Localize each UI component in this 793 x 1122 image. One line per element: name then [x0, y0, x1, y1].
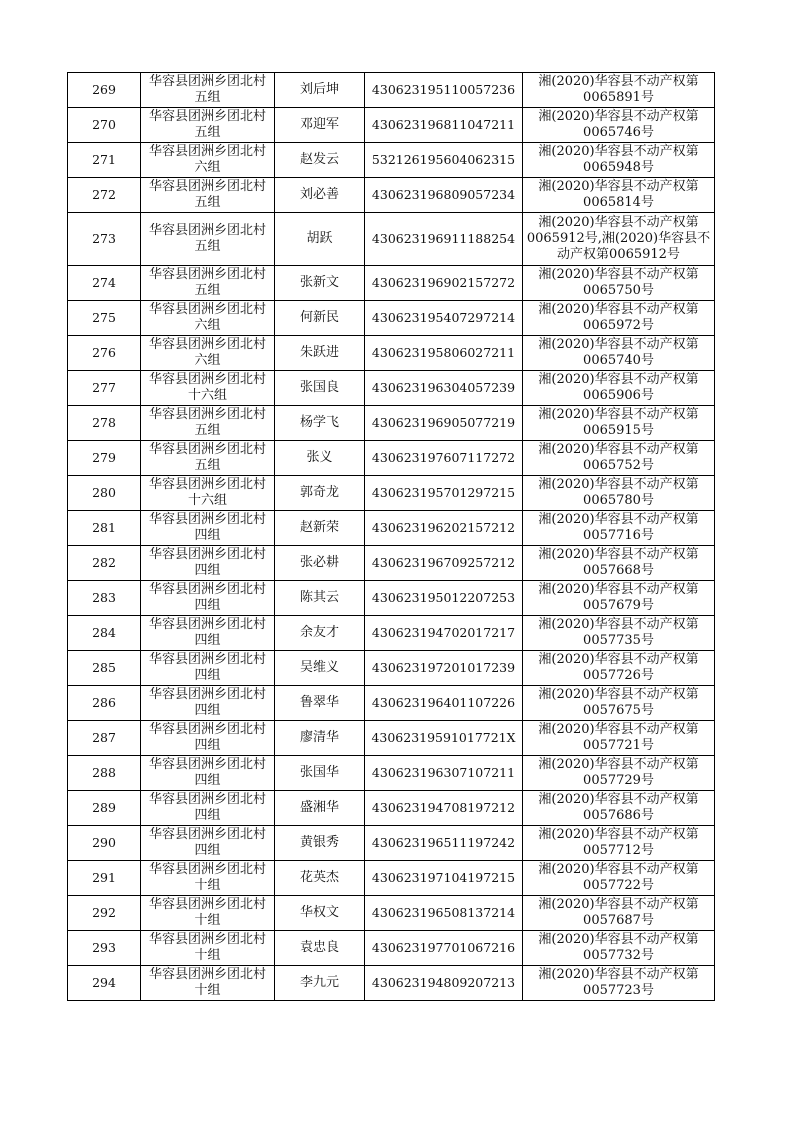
row-id-number: 430623196401107226 [365, 686, 523, 721]
row-id-number: 43062319591017721X [365, 721, 523, 756]
table-row [68, 616, 715, 651]
row-name: 盛湘华 [275, 791, 365, 826]
row-number: 294 [68, 966, 141, 1001]
row-address: 华容县团洲乡团北村四组 [141, 511, 275, 546]
table-row [68, 546, 715, 581]
row-certificate: 湘(2020)华容县不动产权第0065814号 [523, 178, 715, 213]
row-number: 270 [68, 108, 141, 143]
row-number: 290 [68, 826, 141, 861]
row-number: 278 [68, 406, 141, 441]
table-row [68, 213, 715, 266]
table-row [68, 581, 715, 616]
row-id-number: 532126195604062315 [365, 143, 523, 178]
row-id-number: 430623197701067216 [365, 931, 523, 966]
table-row [68, 336, 715, 371]
row-certificate: 湘(2020)华容县不动产权第0057668号 [523, 546, 715, 581]
row-certificate: 湘(2020)华容县不动产权第0065780号 [523, 476, 715, 511]
row-name: 赵新荣 [275, 511, 365, 546]
row-number: 279 [68, 441, 141, 476]
row-id-number: 430623196809057234 [365, 178, 523, 213]
row-address: 华容县团洲乡团北村四组 [141, 756, 275, 791]
row-certificate: 湘(2020)华容县不动产权第0057675号 [523, 686, 715, 721]
table-row [68, 178, 715, 213]
row-id-number: 430623197201017239 [365, 651, 523, 686]
row-certificate: 湘(2020)华容县不动产权第0057716号 [523, 511, 715, 546]
row-name: 何新民 [275, 301, 365, 336]
row-id-number: 430623194708197212 [365, 791, 523, 826]
row-certificate: 湘(2020)华容县不动产权第0057722号 [523, 861, 715, 896]
row-certificate: 湘(2020)华容县不动产权第0065912号,湘(2020)华容县不动产权第0065912号 [523, 213, 715, 266]
row-id-number: 430623196511197242 [365, 826, 523, 861]
row-certificate: 湘(2020)华容县不动产权第0057732号 [523, 931, 715, 966]
row-name: 赵发云 [275, 143, 365, 178]
row-certificate: 湘(2020)华容县不动产权第0065915号 [523, 406, 715, 441]
row-name: 张国华 [275, 756, 365, 791]
table-row [68, 861, 715, 896]
row-number: 272 [68, 178, 141, 213]
row-name: 华权文 [275, 896, 365, 931]
row-id-number: 430623195806027211 [365, 336, 523, 371]
row-address: 华容县团洲乡团北村十组 [141, 931, 275, 966]
row-number: 273 [68, 213, 141, 266]
row-address: 华容县团洲乡团北村十组 [141, 861, 275, 896]
row-number: 289 [68, 791, 141, 826]
table-row [68, 966, 715, 1001]
table-row [68, 476, 715, 511]
row-certificate: 湘(2020)华容县不动产权第0057735号 [523, 616, 715, 651]
row-certificate: 湘(2020)华容县不动产权第0065948号 [523, 143, 715, 178]
row-number: 292 [68, 896, 141, 931]
row-address: 华容县团洲乡团北村五组 [141, 178, 275, 213]
row-certificate: 湘(2020)华容县不动产权第0057687号 [523, 896, 715, 931]
row-certificate: 湘(2020)华容县不动产权第0057729号 [523, 756, 715, 791]
row-number: 282 [68, 546, 141, 581]
row-address: 华容县团洲乡团北村十六组 [141, 371, 275, 406]
row-name: 郭奇龙 [275, 476, 365, 511]
row-address: 华容县团洲乡团北村六组 [141, 301, 275, 336]
row-address: 华容县团洲乡团北村十组 [141, 966, 275, 1001]
row-address: 华容县团洲乡团北村四组 [141, 721, 275, 756]
row-number: 277 [68, 371, 141, 406]
row-address: 华容县团洲乡团北村五组 [141, 266, 275, 301]
row-id-number: 430623196508137214 [365, 896, 523, 931]
row-id-number: 430623197104197215 [365, 861, 523, 896]
row-id-number: 430623196304057239 [365, 371, 523, 406]
table-row [68, 896, 715, 931]
row-name: 朱跃进 [275, 336, 365, 371]
row-name: 杨学飞 [275, 406, 365, 441]
table-row [68, 686, 715, 721]
table-row [68, 826, 715, 861]
row-id-number: 430623195701297215 [365, 476, 523, 511]
row-certificate: 湘(2020)华容县不动产权第0057723号 [523, 966, 715, 1001]
row-number: 271 [68, 143, 141, 178]
row-name: 张义 [275, 441, 365, 476]
row-address: 华容县团洲乡团北村五组 [141, 108, 275, 143]
table-row [68, 406, 715, 441]
row-address: 华容县团洲乡团北村四组 [141, 616, 275, 651]
row-number: 293 [68, 931, 141, 966]
row-id-number: 430623196911188254 [365, 213, 523, 266]
row-address: 华容县团洲乡团北村十六组 [141, 476, 275, 511]
table-row [68, 301, 715, 336]
row-number: 291 [68, 861, 141, 896]
table-row [68, 371, 715, 406]
row-address: 华容县团洲乡团北村四组 [141, 686, 275, 721]
row-name: 刘必善 [275, 178, 365, 213]
row-name: 刘后坤 [275, 73, 365, 108]
row-id-number: 430623197607117272 [365, 441, 523, 476]
row-id-number: 430623194809207213 [365, 966, 523, 1001]
table-row [68, 511, 715, 546]
row-number: 283 [68, 581, 141, 616]
row-number: 275 [68, 301, 141, 336]
row-number: 287 [68, 721, 141, 756]
table-row [68, 73, 715, 108]
row-certificate: 湘(2020)华容县不动产权第0065746号 [523, 108, 715, 143]
row-number: 274 [68, 266, 141, 301]
table-row [68, 108, 715, 143]
row-certificate: 湘(2020)华容县不动产权第0057679号 [523, 581, 715, 616]
row-name: 余友才 [275, 616, 365, 651]
row-address: 华容县团洲乡团北村十组 [141, 896, 275, 931]
row-address: 华容县团洲乡团北村六组 [141, 336, 275, 371]
row-address: 华容县团洲乡团北村四组 [141, 791, 275, 826]
row-address: 华容县团洲乡团北村四组 [141, 546, 275, 581]
row-address: 华容县团洲乡团北村四组 [141, 581, 275, 616]
row-name: 花英杰 [275, 861, 365, 896]
row-name: 张新文 [275, 266, 365, 301]
row-address: 华容县团洲乡团北村四组 [141, 826, 275, 861]
row-id-number: 430623196902157272 [365, 266, 523, 301]
row-certificate: 湘(2020)华容县不动产权第0065752号 [523, 441, 715, 476]
row-number: 280 [68, 476, 141, 511]
row-number: 284 [68, 616, 141, 651]
property-registry-table [67, 72, 715, 1001]
row-address: 华容县团洲乡团北村五组 [141, 213, 275, 266]
row-id-number: 430623196307107211 [365, 756, 523, 791]
row-name: 鲁翠华 [275, 686, 365, 721]
table-row [68, 143, 715, 178]
table-row [68, 441, 715, 476]
row-name: 张必耕 [275, 546, 365, 581]
row-address: 华容县团洲乡团北村五组 [141, 406, 275, 441]
row-number: 276 [68, 336, 141, 371]
row-id-number: 430623194702017217 [365, 616, 523, 651]
row-id-number: 430623195012207253 [365, 581, 523, 616]
row-id-number: 430623196202157212 [365, 511, 523, 546]
row-certificate: 湘(2020)华容县不动产权第0065906号 [523, 371, 715, 406]
row-number: 288 [68, 756, 141, 791]
row-name: 廖清华 [275, 721, 365, 756]
row-certificate: 湘(2020)华容县不动产权第0065972号 [523, 301, 715, 336]
row-name: 张国良 [275, 371, 365, 406]
table-body [68, 73, 715, 1001]
row-certificate: 湘(2020)华容县不动产权第0057721号 [523, 721, 715, 756]
row-certificate: 湘(2020)华容县不动产权第0065891号 [523, 73, 715, 108]
table-row [68, 266, 715, 301]
row-name: 吴维义 [275, 651, 365, 686]
row-certificate: 湘(2020)华容县不动产权第0065740号 [523, 336, 715, 371]
row-number: 281 [68, 511, 141, 546]
row-certificate: 湘(2020)华容县不动产权第0057686号 [523, 791, 715, 826]
row-name: 邓迎军 [275, 108, 365, 143]
row-id-number: 430623195407297214 [365, 301, 523, 336]
row-id-number: 430623195110057236 [365, 73, 523, 108]
row-address: 华容县团洲乡团北村五组 [141, 441, 275, 476]
row-certificate: 湘(2020)华容县不动产权第0057726号 [523, 651, 715, 686]
row-address: 华容县团洲乡团北村四组 [141, 651, 275, 686]
row-id-number: 430623196905077219 [365, 406, 523, 441]
row-address: 华容县团洲乡团北村五组 [141, 73, 275, 108]
table-row [68, 931, 715, 966]
row-number: 285 [68, 651, 141, 686]
row-name: 胡跃 [275, 213, 365, 266]
row-id-number: 430623196709257212 [365, 546, 523, 581]
row-address: 华容县团洲乡团北村六组 [141, 143, 275, 178]
row-id-number: 430623196811047211 [365, 108, 523, 143]
table-row [68, 651, 715, 686]
row-certificate: 湘(2020)华容县不动产权第0057712号 [523, 826, 715, 861]
table-row [68, 721, 715, 756]
row-certificate: 湘(2020)华容县不动产权第0065750号 [523, 266, 715, 301]
row-name: 黄银秀 [275, 826, 365, 861]
row-name: 李九元 [275, 966, 365, 1001]
row-name: 陈其云 [275, 581, 365, 616]
row-name: 袁忠良 [275, 931, 365, 966]
row-number: 286 [68, 686, 141, 721]
row-number: 269 [68, 73, 141, 108]
table-row [68, 791, 715, 826]
table-row [68, 756, 715, 791]
